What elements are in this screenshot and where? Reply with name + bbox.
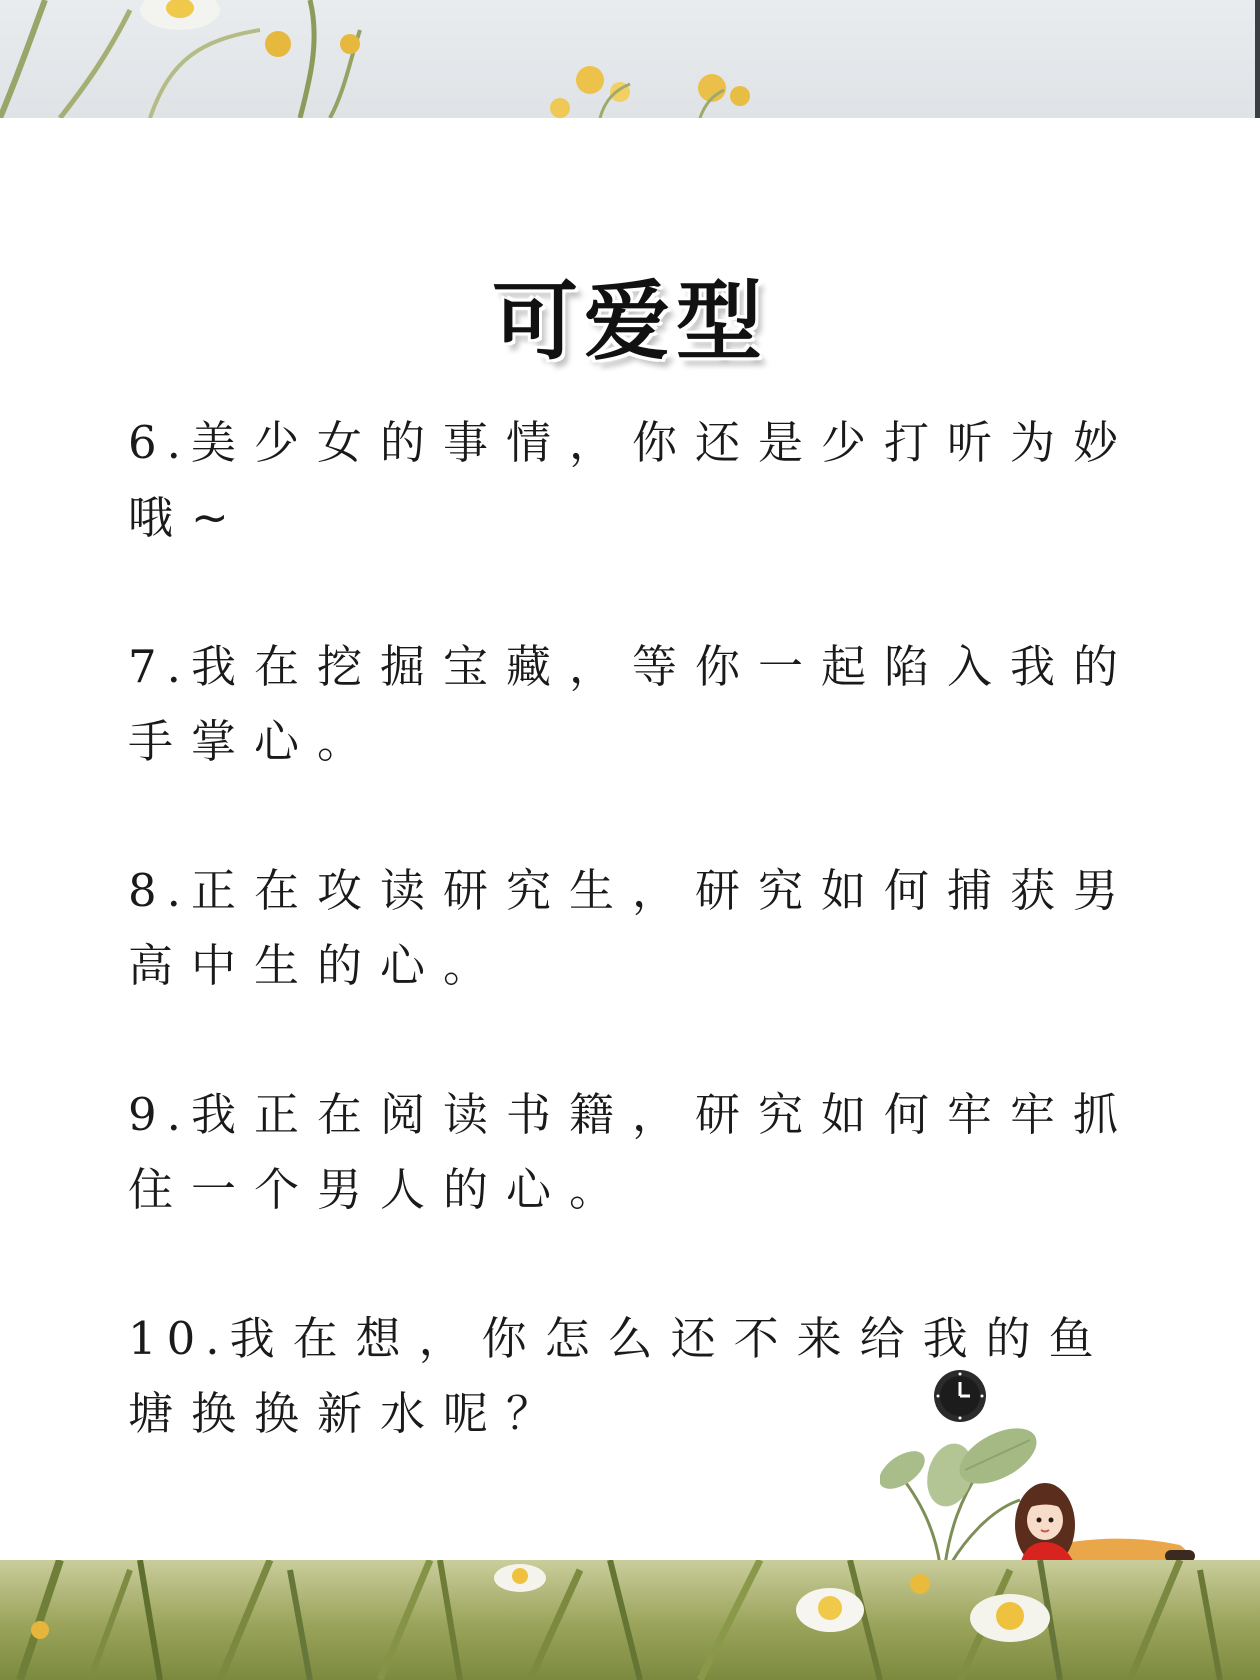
quote-list xyxy=(128,405,1138,1525)
list-item xyxy=(128,629,1138,779)
quote-text: 我在挖掘宝藏，等你一起陷入我的手掌心。 xyxy=(128,640,1136,768)
quote-text: 正在攻读研究生，研究如何捕获男高中生的心。 xyxy=(128,864,1136,992)
list-item xyxy=(128,853,1138,1003)
top-floral-banner xyxy=(0,0,1260,118)
flower-illustration-top xyxy=(0,0,1260,118)
quote-number: 7. xyxy=(128,640,191,693)
bottom-floral-banner xyxy=(0,1560,1260,1680)
quote-number: 10. xyxy=(128,1312,230,1365)
list-item xyxy=(128,1077,1138,1227)
quote-number: 9. xyxy=(128,1088,191,1141)
quote-text: 美少女的事情，你还是少打听为妙哦~ xyxy=(128,416,1136,544)
quote-text: 我正在阅读书籍，研究如何牢牢抓住一个男人的心。 xyxy=(128,1088,1136,1216)
list-item xyxy=(128,405,1138,555)
clock-icon xyxy=(932,1368,988,1424)
girl-plant-illustration xyxy=(880,1420,1210,1565)
page-title: 可爱型 xyxy=(492,271,768,372)
flower-illustration-bottom xyxy=(0,1560,1260,1680)
quote-number: 8. xyxy=(128,864,191,917)
quote-text: 我在想，你怎么还不来给我的鱼塘换换新水呢？ xyxy=(128,1312,1112,1440)
quote-number: 6. xyxy=(128,416,191,469)
